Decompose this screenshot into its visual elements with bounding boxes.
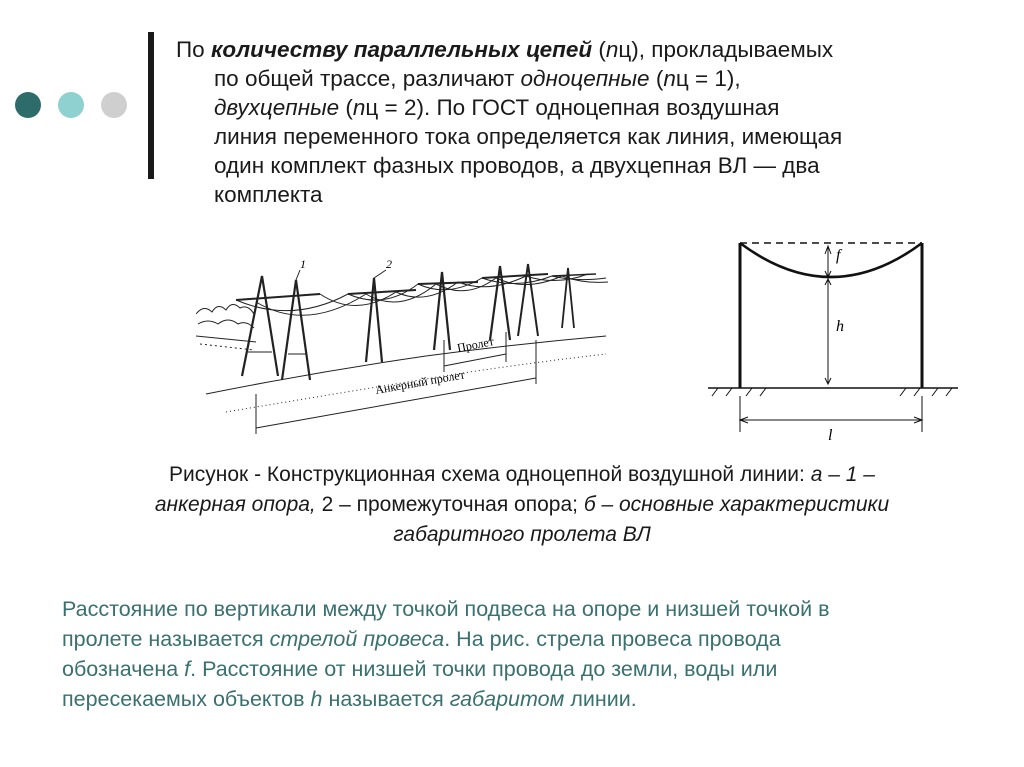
decor-vertical-bar bbox=[148, 32, 154, 179]
tower-label-1: 1 bbox=[300, 257, 306, 271]
sag-definition-paragraph bbox=[62, 594, 1012, 714]
intro-line-1: По количеству параллельных цепей (nц), прокладываемых bbox=[176, 37, 834, 62]
para-line-2: пролете называется стрелой провеса. На рис. стрела провеса провода bbox=[62, 627, 781, 651]
clearance-label-h: h bbox=[836, 318, 844, 335]
intro-line-5: один комплект фазных проводов, а двухцепная ВЛ — два bbox=[214, 153, 820, 178]
caption-line-1: Рисунок - Конструкционная схема одноцепной воздушной линии: а – 1 – bbox=[169, 463, 875, 486]
caption-line-2: анкерная опора, 2 – промежуточная опора; б – основные характеристики bbox=[154, 493, 890, 516]
intro-paragraph bbox=[176, 35, 1018, 209]
para-line-3: обозначена f. Расстояние от низшей точки провода до земли, воды или bbox=[62, 657, 778, 681]
intro-line-2: по общей трассе, различают одноцепные (nц = 1), bbox=[214, 66, 741, 91]
span-label: Пролет bbox=[455, 334, 495, 355]
para-line-1: Расстояние по вертикали между точкой подвеса на опоре и низшей точкой в bbox=[62, 597, 830, 621]
decor-dot-gray bbox=[101, 92, 127, 118]
overhead-line-sketch bbox=[196, 244, 610, 438]
figure-caption bbox=[60, 460, 984, 550]
intro-line-6: комплекта bbox=[214, 182, 323, 207]
intro-line-3: двухцепные (nц = 2). По ГОСТ одноцепная воздушная bbox=[214, 95, 780, 120]
tower-label-2: 2 bbox=[386, 257, 392, 271]
caption-line-3: габаритного пролета ВЛ bbox=[393, 523, 651, 546]
sag-label-f: f bbox=[836, 247, 841, 264]
span-clearance-diagram bbox=[700, 236, 965, 444]
decor-dot-light bbox=[58, 92, 84, 118]
intro-line-4: линия переменного тока определяется как линия, имеющая bbox=[214, 124, 843, 149]
para-line-4: пересекаемых объектов h называется габаритом линии. bbox=[62, 687, 637, 711]
span-length-label-l: l bbox=[828, 427, 833, 444]
anchor-span-label: Анкерный пролет bbox=[374, 367, 466, 397]
decor-dot-dark bbox=[15, 92, 41, 118]
